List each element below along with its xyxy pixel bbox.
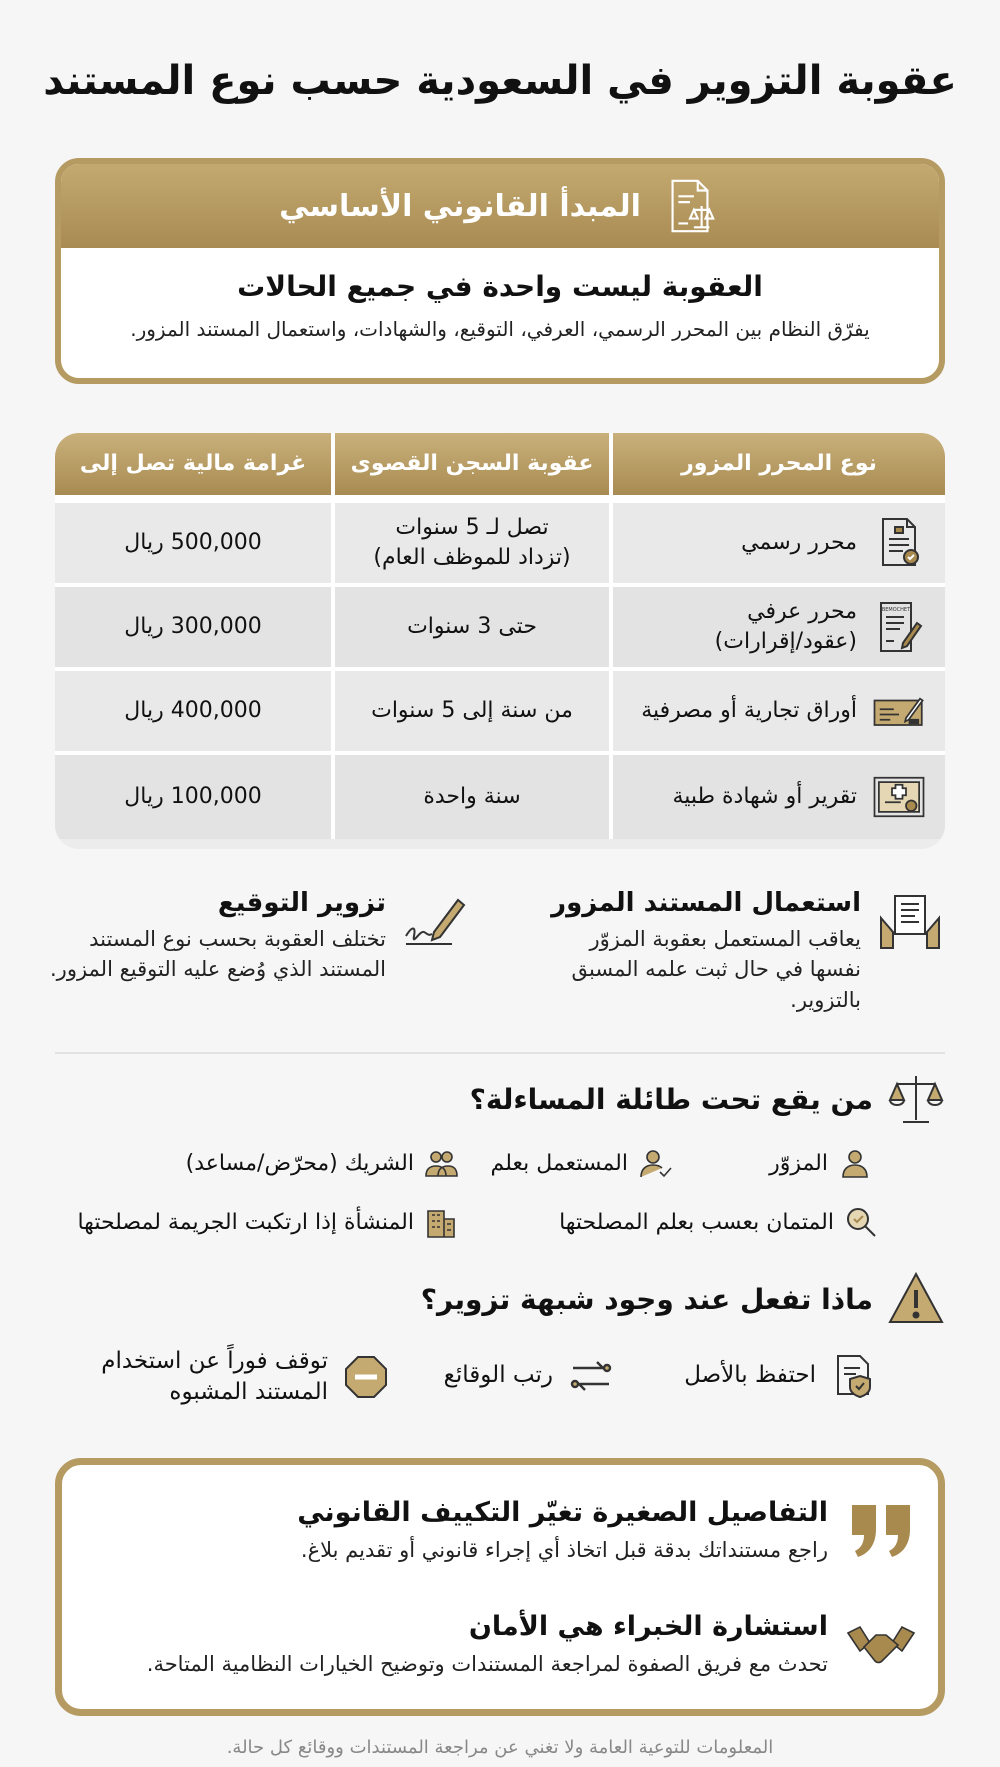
accountable-item [77, 1205, 458, 1239]
signature-forgery-title: تزوير التوقيع [217, 888, 386, 918]
cheque-icon [871, 683, 927, 739]
principle-text: يفرّق النظام بين المحرر الرسمي، العرفي، التوقيع، والشهادات، واستعمال المستند المزور. [130, 317, 870, 341]
jail-line2: (تزداد للموظف العام) [373, 545, 571, 570]
quote-icon [846, 1497, 916, 1567]
tip-text: تحدث مع فريق الصفوة لمراجعة المستندات وتوضيح الخيارات النظامية المتاحة. [146, 1652, 828, 1676]
shield-document-icon [830, 1352, 878, 1400]
table-header-row [55, 433, 945, 503]
doc-stamp-text: BEMOCHET [881, 607, 911, 613]
cell-doc-type [609, 503, 945, 583]
hands-document-icon [875, 888, 945, 958]
accountable-item [186, 1146, 458, 1180]
signature-forgery-block [50, 888, 470, 985]
cell-doc-type [609, 755, 945, 839]
cell-jail [331, 503, 609, 583]
action-label: احتفظ بالأصل [684, 1362, 816, 1389]
accountable-label: الشريك (محرّض/مساعد) [185, 1150, 414, 1176]
signature-forgery-text: تختلف العقوبة بحسب نوع المستند المستند الذي وُضع عليه التوقيع المزور. [50, 927, 386, 982]
accountable-title: من يقع تحت طائلة المساءلة؟ [469, 1082, 873, 1116]
group-icon [424, 1146, 458, 1180]
cell-fine: 100,000 ريال [124, 784, 262, 810]
accountable-item [769, 1146, 872, 1180]
warning-icon [887, 1270, 945, 1328]
action-label: رتب الوقائع [443, 1362, 553, 1389]
use-forged-block [545, 888, 945, 1015]
section-divider [55, 1052, 945, 1054]
table-row [55, 755, 945, 839]
jail-line1: تصل لـ 5 سنوات [395, 515, 549, 541]
pen-signature-icon [400, 888, 470, 958]
cell-fine: 400,000 ريال [124, 698, 262, 724]
action-label: توقف فوراً عن استخدام [101, 1348, 328, 1374]
actions-title: ماذا تفعل عند وجود شبهة تزوير؟ [420, 1282, 873, 1316]
private-document-icon [871, 599, 927, 655]
cell-fine: 500,000 ريال [124, 530, 262, 556]
header-fine: غرامة مالية تصل إلى [79, 451, 307, 477]
tip-title: التفاصيل الصغيرة تغيّر التكييف القانوني [297, 1497, 828, 1528]
doc-type-label: تقرير أو شهادة طبية [672, 784, 857, 810]
scales-icon [887, 1070, 945, 1128]
cell-doc-type [609, 587, 945, 667]
stop-icon [342, 1353, 390, 1401]
table-row [55, 587, 945, 671]
arrows-swap-icon [567, 1352, 615, 1400]
cell-doc-type [609, 671, 945, 751]
certificate-icon [871, 769, 927, 825]
cell-jail: حتى 3 سنوات [331, 587, 609, 667]
tip [297, 1497, 828, 1562]
accountable-label: المنشأة إذا ارتكبت الجريمة لمصلحتها [77, 1209, 414, 1235]
action-label-line2: المستند المشبوه [169, 1379, 328, 1406]
tip-text: راجع مستنداتك بدقة قبل اتخاذ أي إجراء قانوني أو تقديم بلاغ. [300, 1538, 828, 1562]
person-icon [838, 1146, 872, 1180]
principle-header-label: المبدأ القانوني الأساسي [279, 188, 641, 224]
use-forged-title: استعمال المستند المزور [551, 888, 861, 918]
accountable-label: المتمان بعسب بعلم المصلحتها [559, 1209, 834, 1235]
principle-card [55, 158, 945, 384]
use-forged-text: يعاقب المستعمل بعقوبة المزوّر نفسها في حال ثبت علمه المسبق بالتزوير. [571, 927, 861, 1012]
person-check-icon [638, 1146, 672, 1180]
handshake-icon [846, 1611, 916, 1681]
doc-type-sublabel: (عقود/إقرارات) [714, 629, 857, 654]
accountable-label: المزوّر [769, 1150, 828, 1176]
tip [147, 1611, 828, 1676]
doc-type-label: محرر عرفي [747, 599, 857, 625]
header-jail: عقوبة السجن القصوى [331, 433, 609, 495]
penalty-table [55, 433, 945, 849]
principle-header [61, 164, 939, 248]
accountable-heading [470, 1070, 945, 1128]
cell-fine: 300,000 ريال [124, 614, 262, 640]
cell-jail: سنة واحدة [331, 755, 609, 839]
footnote: المعلومات للتوعية العامة ولا تغني عن مراجعة المستندات ووقائع كل حالة. [226, 1737, 774, 1758]
action-item [101, 1346, 390, 1408]
building-icon [424, 1205, 458, 1239]
tip-title: استشارة الخبراء هي الأمان [468, 1611, 828, 1642]
doc-type-label: أوراق تجارية أو مصرفية [641, 698, 857, 724]
header-doc-type: نوع المحرر المزور [609, 433, 945, 495]
accountable-item [491, 1146, 672, 1180]
cell-jail: من سنة إلى 5 سنوات [331, 671, 609, 751]
action-item [444, 1352, 615, 1400]
doc-type-label: محرر رسمي [741, 530, 857, 556]
table-row [55, 671, 945, 755]
official-document-icon [871, 515, 927, 571]
accountable-item [559, 1205, 878, 1239]
page-title: عقوبة التزوير في السعودية حسب نوع المستند [43, 58, 957, 104]
tips-card [55, 1458, 945, 1716]
table-row [55, 503, 945, 587]
magnifier-icon [844, 1205, 878, 1239]
principle-headline: العقوبة ليست واحدة في جميع الحالات [237, 270, 763, 303]
actions-heading [421, 1270, 945, 1328]
scales-document-icon [659, 175, 721, 237]
accountable-label: المستعمل بعلم [490, 1150, 628, 1176]
action-item [684, 1352, 878, 1400]
